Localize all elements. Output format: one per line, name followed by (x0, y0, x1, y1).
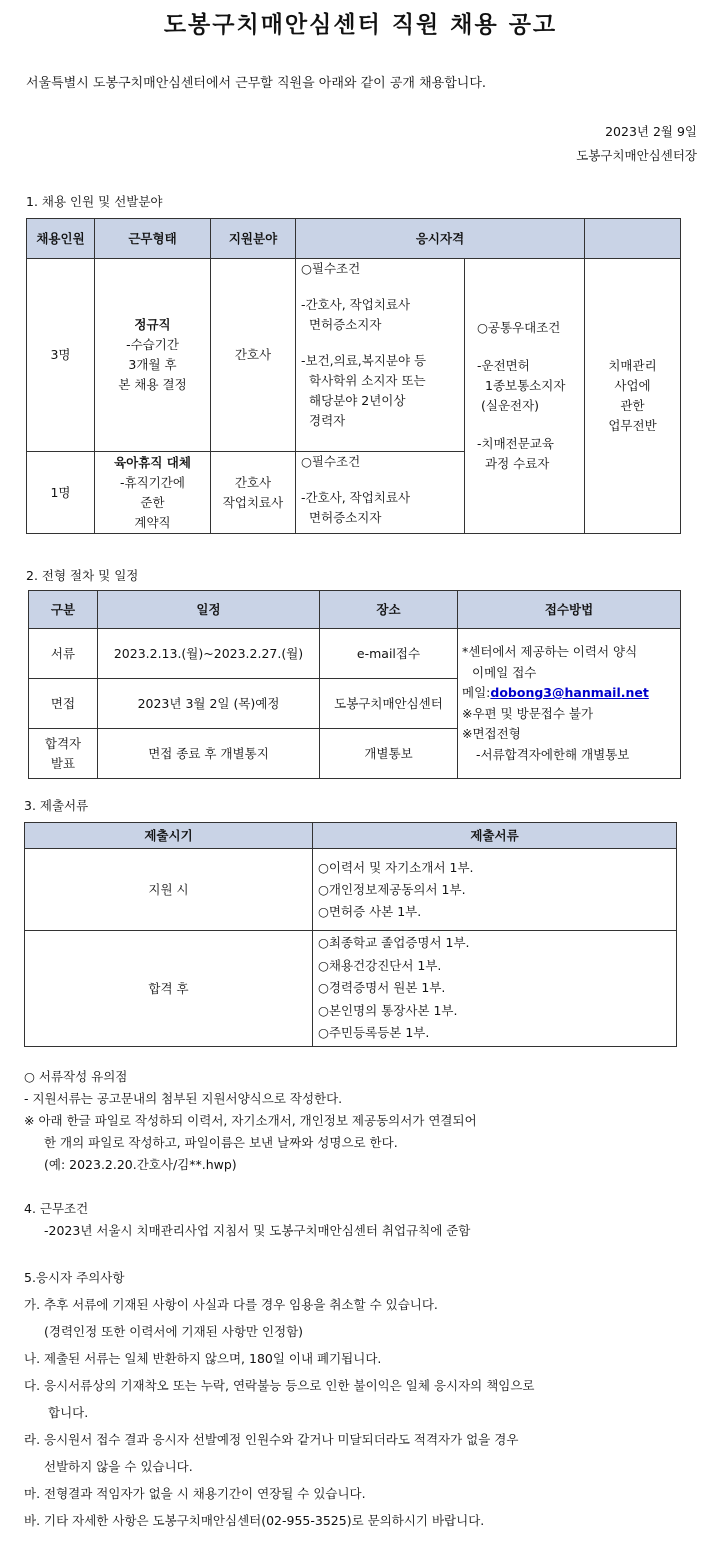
row1-type (95, 259, 211, 452)
row1-req-l1: -간호사, 작업치료사 (301, 297, 411, 312)
schedule-interview: 2023년 3월 2일 (목)예정 (98, 679, 320, 729)
notes-block (24, 1066, 477, 1176)
row1-req-l4: 학사학위 소지자 또는 (309, 373, 426, 388)
row1-req-l6: 경력자 (309, 413, 346, 428)
stage-interview: 면접 (29, 679, 98, 729)
method-l4: ※우편 및 방문접수 불가 (462, 705, 594, 721)
doc-pass-3: ○경력증명서 원본 1부. (318, 980, 446, 996)
stage-docs: 서류 (29, 629, 98, 679)
caution-ra: 라. 응시원서 접수 결과 응시자 선발예정 인원수와 같거나 미달되더라도 적격자가 없을 경우 (24, 1432, 519, 1447)
schedule-result: 면접 종료 후 개별통지 (98, 729, 320, 779)
header-schedule: 일정 (98, 591, 320, 629)
intro-text: 서울특별시 도봉구치매안심센터에서 근무할 직원을 아래와 같이 공개 채용합니다. (26, 76, 487, 91)
row1-req-l5: 해당분야 2년이상 (309, 393, 406, 408)
issuer: 도봉구치매안심센터장 (576, 148, 697, 163)
method-l6: -서류합격자에한해 개별통보 (476, 746, 630, 762)
doc-pass-4: ○본인명의 통장사본 1부. (318, 1002, 458, 1018)
notes-l3: 한 개의 파일로 작성하고, 파일이름은 보낸 날짜와 성명으로 한다. (44, 1135, 398, 1150)
caution-ba: 바. 기타 자세한 사항은 도봉구치매안심센터(02-955-3525)로 문의하시기 바랍니다. (24, 1513, 485, 1528)
docs-apply (313, 849, 677, 931)
notes-head: ○ 서류작성 유의점 (24, 1069, 128, 1084)
caution-ra2: 선발하지 않을 수 있습니다. (44, 1459, 193, 1474)
row2-count: 1명 (27, 452, 95, 534)
caution-ga2: (경력인정 또한 이력서에 기재된 사항만 인정함) (44, 1324, 304, 1339)
common-l1: -운전면허 (477, 358, 530, 373)
row1-req-head: ○필수조건 (301, 261, 361, 276)
place-result: 개별통보 (320, 729, 458, 779)
common-head: ○공통우대조건 (477, 320, 561, 335)
section4-l1: -2023년 서울시 치매관리사업 지침서 및 도봉구치매안심센터 취업규칙에 준함 (44, 1223, 471, 1238)
row2-requirements (296, 452, 465, 534)
row2-field-l2: 작업치료사 (222, 494, 284, 510)
method-l2: 이메일 접수 (472, 664, 537, 680)
row1-count: 3명 (27, 259, 95, 452)
duty-cell (585, 259, 681, 534)
notes-l4: (예: 2023.2.20.간호사/김**.hwp) (44, 1157, 237, 1172)
doc-apply-2: ○개인정보제공동의서 1부. (318, 881, 466, 897)
header-qualification: 응시자격 (296, 219, 585, 259)
place-docs: e-mail접수 (320, 629, 458, 679)
common-l2: 1종보통소지자 (485, 378, 566, 393)
section3-heading: 3. 제출서류 (24, 798, 89, 813)
apply-method (458, 629, 681, 779)
method-email-label: 메일: (462, 685, 491, 700)
row2-field-l1: 간호사 (234, 474, 272, 490)
notes-l1: - 지원서류는 공고문내의 첨부된 지원서양식으로 작성한다. (24, 1091, 343, 1106)
common-preference (465, 259, 585, 534)
section2-heading: 2. 전형 절차 및 일정 (26, 568, 139, 583)
method-l3 (462, 683, 680, 704)
row1-type-l3: 본 채용 결정 (118, 377, 187, 392)
row1-requirements (296, 259, 465, 452)
header-docs: 제출서류 (313, 823, 677, 849)
row1-type-bold: 정규직 (134, 317, 171, 332)
documents-table (24, 822, 677, 1047)
doc-apply-1: ○이력서 및 자기소개서 1부. (318, 859, 474, 875)
header-stage: 구분 (29, 591, 98, 629)
page-title: 도봉구치매안심센터 직원 채용 공고 (163, 12, 558, 38)
common-l5: 과정 수료자 (485, 456, 550, 471)
when-pass: 합격 후 (25, 931, 313, 1047)
header-count: 채용인원 (27, 219, 95, 259)
header-type: 근무형태 (95, 219, 211, 259)
row1-type-l1: -수습기간 (126, 337, 179, 352)
duty-l4: 업무전반 (608, 418, 657, 433)
section5-heading: 5.응시자 주의사항 (24, 1270, 125, 1285)
caution-da: 다. 응시서류상의 기재착오 또는 누락, 연락불능 등으로 인한 불이익은 일체 응시자의 책임으로 (24, 1378, 535, 1393)
header-duty (585, 219, 681, 259)
row1-field: 간호사 (211, 259, 296, 452)
place-interview: 도봉구치매안심센터 (320, 679, 458, 729)
stage-result (29, 729, 98, 779)
method-l5: ※면접전형 (462, 726, 521, 741)
recruit-table (26, 218, 681, 534)
row2-type-l3: 계약직 (134, 514, 171, 530)
row2-req-l2: 면허증소지자 (309, 510, 382, 525)
issue-date: 2023년 2월 9일 (605, 124, 697, 139)
header-place: 장소 (320, 591, 458, 629)
section5 (24, 1264, 535, 1534)
header-when: 제출시기 (25, 823, 313, 849)
caution-ma: 마. 전형결과 적임자가 없을 시 채용기간이 연장될 수 있습니다. (24, 1486, 366, 1501)
doc-pass-1: ○최종학교 졸업증명서 1부. (318, 935, 470, 951)
docs-pass (313, 931, 677, 1047)
schedule-docs: 2023.2.13.(월)~2023.2.27.(월) (98, 629, 320, 679)
caution-ga: 가. 추후 서류에 기재된 사항이 사실과 다를 경우 임용을 취소할 수 있습니다. (24, 1297, 438, 1312)
method-l1: *센터에서 제공하는 이력서 양식 (462, 644, 638, 659)
section1-heading: 1. 채용 인원 및 선발분야 (26, 194, 163, 209)
schedule-table (28, 590, 681, 779)
common-l3: (실운전자) (481, 398, 540, 413)
row2-type-l2: 준한 (140, 494, 165, 510)
caution-na: 나. 제출된 서류는 일체 반환하지 않으며, 180일 이내 폐기됩니다. (24, 1351, 382, 1366)
duty-l1: 치매관리 (608, 358, 657, 373)
row2-field (211, 452, 296, 534)
row1-type-l2: 3개월 후 (128, 357, 177, 372)
row2-type-bold: 육아휴직 대체 (114, 454, 191, 470)
section4-heading: 4. 근무조건 (24, 1201, 89, 1216)
row2-req-l1: -간호사, 작업치료사 (301, 490, 411, 505)
row2-req-head: ○필수조건 (301, 454, 361, 469)
row1-req-l3: -보건,의료,복지분야 등 (301, 353, 427, 368)
email-link[interactable]: dobong3@hanmail.net (490, 685, 649, 700)
row2-type-l1: -휴직기간에 (120, 474, 185, 490)
doc-pass-5: ○주민등록등본 1부. (318, 1025, 430, 1041)
row2-type (95, 452, 211, 534)
issue-info (576, 120, 697, 168)
notes-l2: ※ 아래 한글 파일로 작성하되 이력서, 자기소개서, 개인정보 제공동의서가 연결되어 (24, 1113, 477, 1128)
duty-l3: 관한 (620, 398, 645, 413)
doc-pass-2: ○채용건강진단서 1부. (318, 957, 442, 973)
header-method: 접수방법 (458, 591, 681, 629)
header-field: 지원분야 (211, 219, 296, 259)
row1-req-l2: 면허증소지자 (309, 317, 382, 332)
stage-result-l1: 합격자 (44, 735, 82, 751)
duty-l2: 사업에 (614, 378, 651, 393)
section4 (24, 1198, 470, 1242)
common-l4: -치매전문교육 (477, 436, 554, 451)
stage-result-l2: 발표 (50, 755, 76, 771)
when-apply: 지원 시 (25, 849, 313, 931)
caution-da2: 합니다. (48, 1405, 89, 1420)
doc-apply-3: ○면허증 사본 1부. (318, 903, 422, 919)
